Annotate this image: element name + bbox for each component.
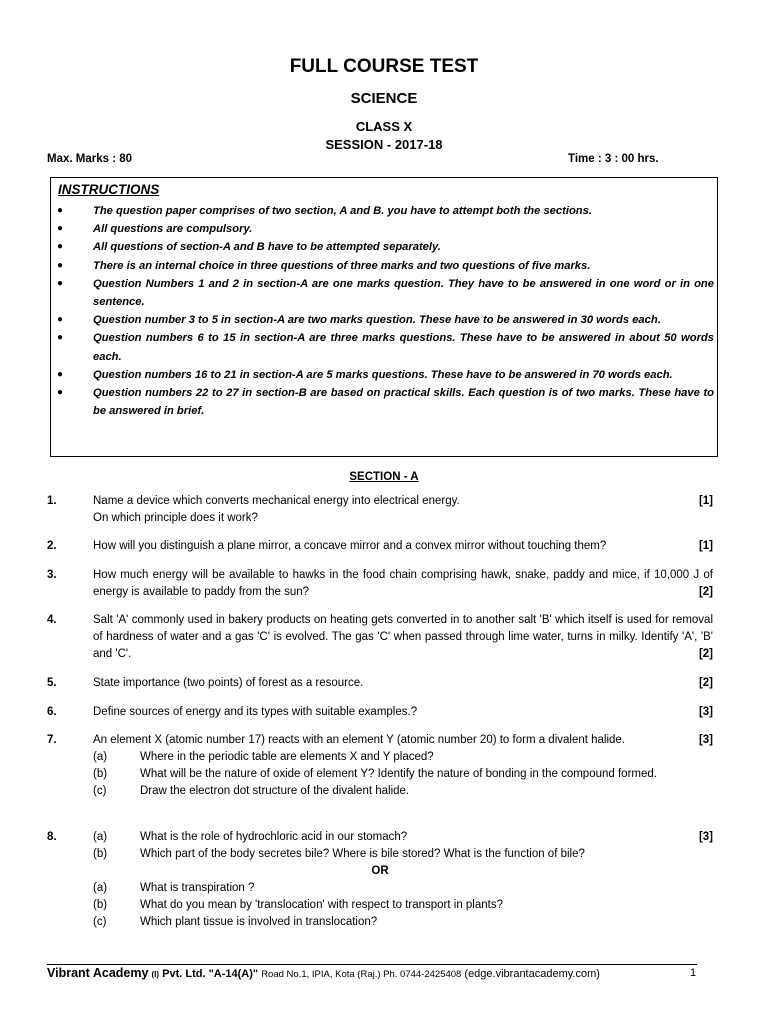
footer-company: Pvt. Ltd.	[162, 968, 206, 980]
sub-question-label: (c)	[93, 785, 107, 797]
question-number: 7.	[47, 734, 57, 746]
question-number: 3.	[47, 569, 57, 581]
instructions-heading: INSTRUCTIONS	[58, 182, 160, 197]
question-number: 8.	[47, 831, 57, 843]
sub-question-label: (a)	[93, 751, 108, 763]
instruction-item	[52, 220, 714, 238]
sub-question-label: (a)	[93, 882, 108, 894]
sub-question-label: (b)	[93, 848, 108, 860]
sub-question-label: (c)	[93, 916, 107, 928]
bullet-icon: ●	[57, 241, 64, 253]
question-marks: [3]	[698, 831, 713, 843]
bullet-icon: ●	[57, 368, 64, 380]
question-number: 2.	[47, 540, 57, 552]
sub-question	[93, 846, 713, 863]
bullet-icon: ●	[57, 223, 64, 235]
question-text: How will you distinguish a plane mirror, a concave mirror and a convex mirror without touching them?	[93, 540, 607, 552]
instruction-item	[52, 202, 714, 220]
bullet-icon: ●	[57, 259, 64, 271]
footer-divider	[47, 964, 697, 965]
question-marks: [3]	[698, 706, 713, 718]
instruction-item	[52, 257, 714, 275]
question-3	[47, 567, 713, 601]
instruction-text: Question Numbers 1 and 2 in section-A are one marks question. They have to be answered in one word or in one sentence.	[93, 277, 714, 309]
question-text: On which principle does it work?	[93, 512, 258, 524]
footer-brand: Vibrant Academy	[47, 966, 149, 980]
bullet-icon: ●	[57, 314, 64, 326]
question-number: 1.	[47, 495, 57, 507]
instruction-text: Question number 3 to 5 in section-A are two marks question. These have to be answered in 30 words each.	[93, 314, 661, 327]
class-heading: CLASS X	[355, 119, 413, 134]
question-text: Salt 'A' commonly used in bakery products on heating gets converted in to another salt 'B' which itself is used for removal of hardness of water and a gas 'C' is evolved. The gas 'C' when passed through lime water, turns in milky. Identify 'A', 'B' and 'C'.	[93, 614, 713, 660]
instruction-item	[52, 366, 714, 384]
question-6	[47, 704, 713, 721]
sub-question-text: What is transpiration ?	[140, 882, 255, 894]
question-number: 6.	[47, 706, 57, 718]
instruction-text: Question numbers 22 to 27 in section-B are based on practical skills. Each question is of two marks. These have to be answered in brief.	[93, 387, 714, 418]
question-text: An element X (atomic number 17) reacts with an element Y (atomic number 20) to form a divalent halide.	[93, 734, 626, 746]
sub-question	[93, 914, 713, 931]
session-heading: SESSION - 2017-18	[325, 137, 443, 152]
instruction-text: Question numbers 16 to 21 in section-A are 5 marks questions. These have to be answered in 70 words each.	[93, 368, 673, 381]
instruction-item	[52, 384, 714, 420]
sub-question	[93, 897, 713, 914]
sub-question-text: What is the role of hydrochloric acid in our stomach?	[140, 831, 408, 843]
sub-question	[93, 783, 713, 800]
section-a-heading: SECTION - A	[349, 471, 419, 483]
footer-address: Road No.1, IPIA, Kota (Raj.) Ph. 0744-2425408	[261, 969, 462, 980]
sub-question	[93, 766, 713, 783]
question-4	[47, 612, 713, 663]
sub-question-text: Where in the periodic table are elements X and Y placed?	[140, 751, 434, 763]
sub-question-label: (b)	[93, 899, 108, 911]
instruction-item	[52, 275, 714, 311]
instruction-text: There is an internal choice in three questions of three marks and two questions of five marks.	[93, 259, 591, 272]
question-marks: [2]	[698, 586, 713, 598]
sub-question-label: (a)	[93, 831, 108, 843]
instruction-item	[52, 329, 714, 365]
sub-question	[93, 749, 713, 766]
question-text: Name a device which converts mechanical energy into electrical energy.	[93, 495, 460, 507]
question-text: State importance (two points) of forest as a resource.	[93, 677, 364, 689]
subject-heading: SCIENCE	[350, 90, 418, 107]
question-marks: [2]	[698, 648, 713, 660]
footer	[47, 966, 600, 980]
question-marks: [2]	[698, 677, 713, 689]
question-number: 5.	[47, 677, 57, 689]
question-8	[47, 829, 713, 931]
sub-question	[93, 880, 713, 897]
question-number: 4.	[47, 614, 57, 626]
max-marks: Max. Marks : 80	[47, 153, 133, 165]
sub-question-text: Which part of the body secretes bile? Where is bile stored? What is the function of bile?	[140, 848, 585, 860]
page-number: 1	[690, 967, 697, 979]
bullet-icon: ●	[57, 387, 64, 399]
footer-brand-mark: (I)	[151, 970, 160, 979]
instruction-text: Question numbers 6 to 15 in section-A are three marks questions. These have to be answered in about 50 words each.	[93, 332, 714, 363]
question-2	[47, 538, 713, 555]
sub-question-text: Which plant tissue is involved in translocation?	[140, 916, 378, 928]
question-1	[47, 493, 713, 527]
sub-question-text: Draw the electron dot structure of the divalent halide.	[140, 785, 410, 797]
question-text: How much energy will be available to hawks in the food chain comprising hawk, snake, paddy and mice, if 10,000 J of energy is available to paddy from the sun?	[93, 569, 713, 598]
sub-question	[93, 829, 713, 846]
bullet-icon: ●	[57, 332, 64, 344]
time-allowed: Time : 3 : 00 hrs.	[568, 153, 659, 165]
bullet-icon: ●	[57, 205, 64, 216]
question-text: Define sources of energy and its types with suitable examples.?	[93, 706, 418, 718]
instruction-item	[52, 238, 714, 256]
question-7	[47, 732, 713, 800]
instructions-list	[52, 202, 714, 420]
sub-question-text: What do you mean by 'translocation' with respect to transport in plants?	[140, 899, 503, 911]
instruction-item	[52, 311, 714, 329]
footer-address-code: "A-14(A)"	[208, 968, 259, 980]
footer-website: (edge.vibrantacademy.com)	[464, 968, 600, 980]
bullet-icon: ●	[57, 277, 64, 289]
question-marks: [3]	[698, 734, 713, 746]
page-title: FULL COURSE TEST	[289, 56, 479, 77]
instruction-text: All questions of section-A and B have to be attempted separately.	[93, 241, 441, 254]
question-5	[47, 675, 713, 692]
or-divider: OR	[371, 865, 389, 877]
sub-question-text: What will be the nature of oxide of element Y? Identify the nature of bonding in the compound formed.	[140, 768, 657, 780]
sub-question-label: (b)	[93, 768, 108, 780]
question-marks: [1]	[698, 540, 713, 552]
question-marks: [1]	[698, 495, 713, 507]
instruction-text: All questions are compulsory.	[93, 223, 253, 236]
instruction-text: The question paper comprises of two section, A and B. you have to attempt both the sections.	[93, 205, 592, 217]
